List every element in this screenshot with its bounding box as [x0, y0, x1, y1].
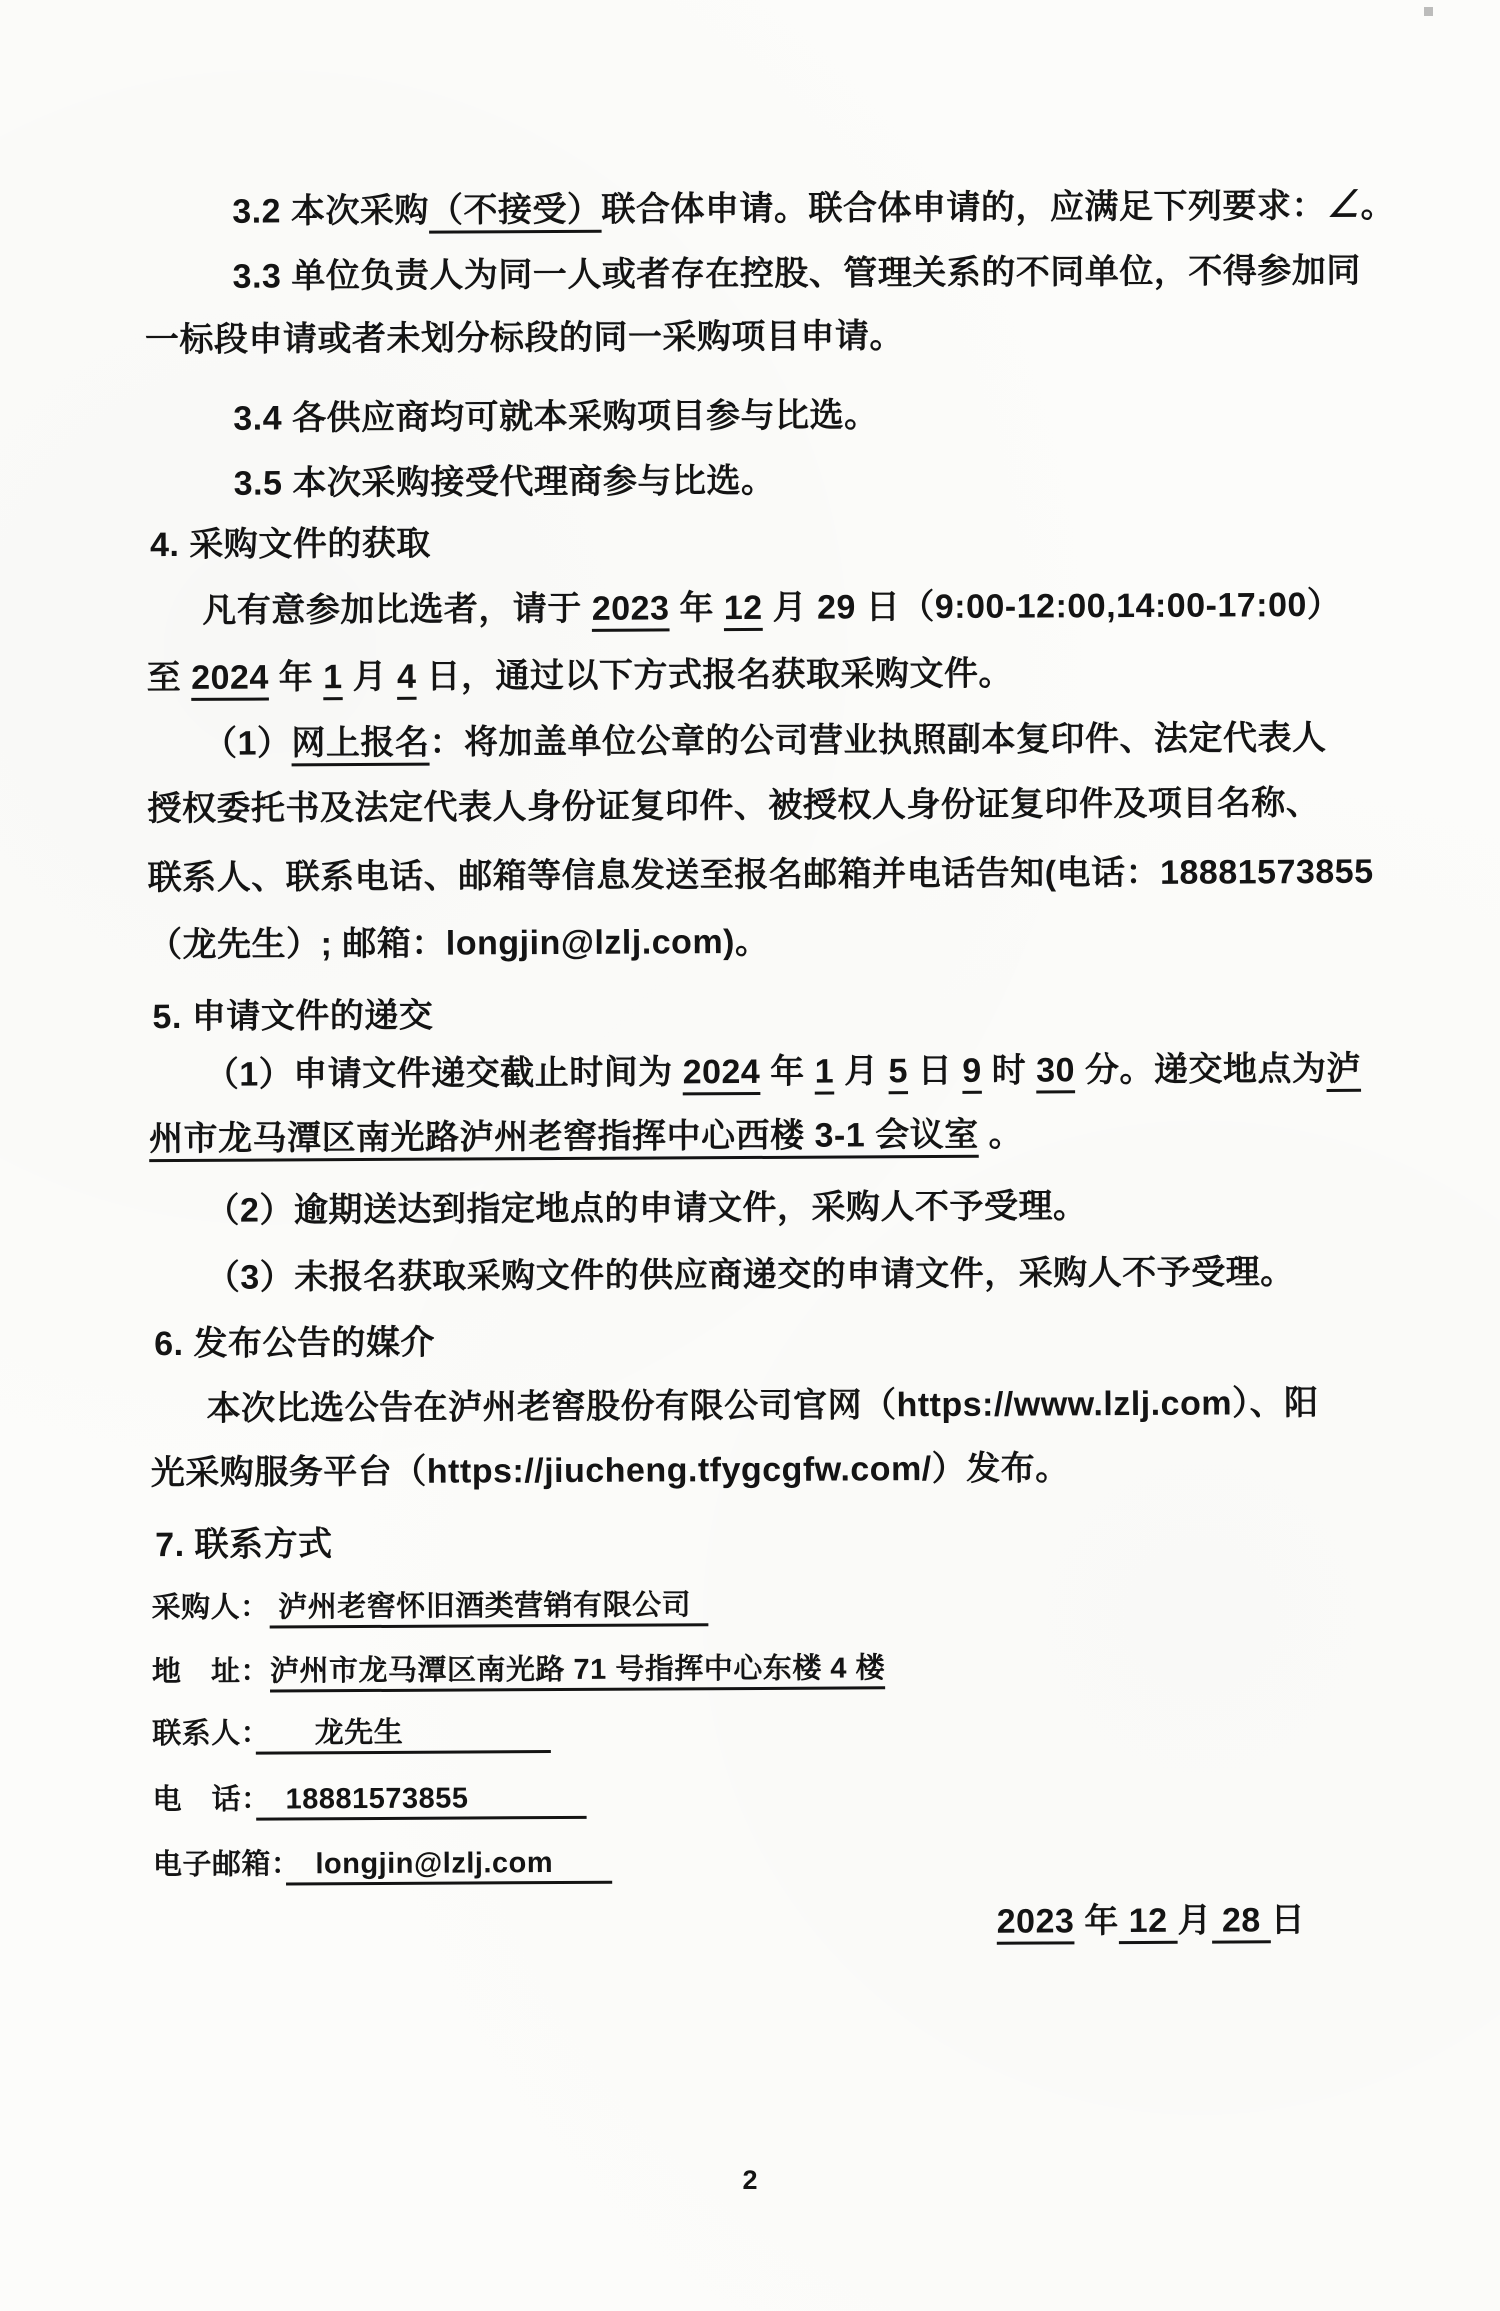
text-segment: 联系人：	[152, 1717, 256, 1751]
section-6-heading	[150, 1317, 1422, 1364]
text-segment: 7. 联系方式	[155, 1525, 333, 1565]
clause-3-2	[144, 183, 1416, 235]
text-segment: 龙先生	[255, 1716, 551, 1750]
section-4-item-1-line-4	[148, 918, 1420, 965]
text-segment: longjin@lzlj.com	[285, 1846, 613, 1881]
text-segment: 分。递交地点为	[1074, 1049, 1327, 1090]
text-segment: 地 址：	[151, 1655, 271, 1689]
text-segment: 至	[146, 658, 192, 698]
text-segment: 1	[323, 658, 343, 697]
section-5-item-2	[149, 1184, 1421, 1231]
text-segment: 。	[1360, 186, 1396, 225]
text-segment: 28	[1211, 1901, 1271, 1940]
text-segment: （龙先生）; 邮箱：longjin@lzlj.com)。	[148, 922, 770, 965]
section-5-item-1-line-2	[149, 1112, 1421, 1159]
text-segment: 光采购服务平台（https://jiucheng.tfygcgfw.com/）发布。	[150, 1449, 1070, 1493]
text-segment: 日，通过以下方式报名获取采购文件。	[416, 654, 1013, 696]
text-segment: 5. 申请文件的递交	[152, 996, 434, 1037]
contact-phone	[152, 1776, 1424, 1817]
text-segment: 3.4 各供应商均可就本采购项目参与比选。	[233, 396, 879, 438]
section-4-para-line-2	[147, 651, 1419, 698]
text-segment: 5	[888, 1052, 909, 1091]
text-segment: 月	[342, 657, 398, 697]
section-7-heading	[151, 1518, 1423, 1565]
text-segment: 3.3 单位负责人为同一人或者存在控股、管理关系的不同单位，不得参加同	[232, 251, 1361, 296]
text-segment: 电 话：	[152, 1783, 257, 1817]
clause-3-5	[146, 457, 1418, 504]
text-segment: 一标段申请或者未划分标段的同一采购项目申请。	[144, 317, 905, 360]
text-segment: 采购人：	[151, 1591, 270, 1625]
section-4-item-1-line-3	[148, 851, 1420, 898]
text-segment: 年	[268, 658, 324, 697]
text-segment: 1	[814, 1052, 835, 1091]
text-segment: 月	[834, 1052, 889, 1091]
text-segment: 2024	[682, 1052, 761, 1092]
text-segment: 2024	[191, 658, 269, 697]
text-segment: 日	[1270, 1901, 1306, 1940]
text-segment: 电子邮箱：	[152, 1848, 287, 1882]
contact-person	[152, 1710, 1424, 1751]
text-segment: 本次比选公告在泸州老窖股份有限公司官网（https://www.lzlj.com）、阳	[206, 1384, 1319, 1428]
section-4-heading	[146, 518, 1418, 565]
section-5-item-3	[150, 1251, 1422, 1298]
section-5-heading	[148, 990, 1420, 1037]
signature-date	[153, 1899, 1425, 1946]
text-segment: 2023	[996, 1902, 1075, 1941]
text-segment: 时	[981, 1051, 1037, 1090]
text-segment: 月 29 日（9:00-12:00,14:00-17:00）	[762, 585, 1342, 627]
text-segment: 州市龙马潭区南光路泸州老窖指挥中心西楼 3-1 会议室	[149, 1115, 979, 1159]
text-segment: 联合体申请。联合体申请的，应满足下列要求：	[601, 186, 1327, 229]
text-segment: 2023	[591, 589, 670, 628]
section-4-item-1-line-1	[147, 717, 1419, 764]
text-segment: （2）逾期送达到指定地点的申请文件，采购人不予受理。	[205, 1187, 1088, 1230]
text-segment: 6. 发布公告的媒介	[154, 1323, 436, 1364]
contact-buyer	[151, 1584, 1423, 1625]
text-segment: 网上报名	[291, 723, 430, 763]
text-segment: 18881573855	[256, 1781, 587, 1816]
section-6-para-line-2	[151, 1446, 1423, 1493]
text-segment: 泸州老窖怀旧酒类营销有限公司	[269, 1589, 709, 1624]
handwritten-mark: ∠	[1325, 183, 1361, 226]
text-segment: 泸	[1326, 1049, 1362, 1088]
text-segment: 授权委托书及法定代表人身份证复印件、被授权人身份证复印件及项目名称、	[147, 784, 1321, 829]
text-segment: 月	[1177, 1901, 1213, 1940]
text-segment: 凡有意参加比选者，请于	[202, 589, 592, 630]
section-4-item-1-line-2	[147, 782, 1419, 829]
text-segment: 9	[962, 1051, 982, 1090]
text-segment: （3）未报名获取采购文件的供应商递交的申请文件，采购人不予受理。	[205, 1253, 1295, 1297]
clause-3-4	[145, 392, 1417, 439]
text-segment: 30	[1036, 1051, 1076, 1090]
text-segment: 4. 采购文件的获取	[149, 524, 431, 565]
text-segment: （1）申请文件递交截止时间为	[204, 1053, 683, 1094]
text-segment: 日	[907, 1051, 963, 1091]
text-segment: 3.2 本次采购	[232, 191, 430, 231]
text-segment: （1）	[202, 724, 292, 763]
text-segment: 联系人、联系电话、邮箱等信息发送至报名邮箱并电话告知(电话：18881573855	[147, 852, 1374, 898]
clause-3-3-line-1	[144, 251, 1416, 298]
text-segment: 3.5 本次采购接受代理商参与比选。	[233, 461, 776, 503]
text-segment: 4	[396, 657, 417, 696]
section-4-para-line-1	[146, 584, 1418, 631]
text-segment: ：将加盖单位公章的公司营业执照副本复印件、法定代表人	[429, 718, 1327, 762]
text-segment: 泸州市龙马潭区南光路 71 号指挥中心东楼 4 楼	[269, 1652, 886, 1688]
text-segment: 12	[723, 588, 763, 628]
text-segment: （不接受）	[428, 190, 602, 230]
section-6-para-line-1	[150, 1382, 1422, 1429]
text-segment: 。	[978, 1115, 1024, 1154]
contact-address	[152, 1648, 1424, 1689]
text-segment: 年	[1074, 1902, 1119, 1941]
text-segment: 年	[760, 1052, 815, 1091]
contact-email	[153, 1841, 1425, 1882]
text-segment: 12	[1118, 1901, 1178, 1941]
page-number: 2	[742, 2165, 758, 2195]
text-segment: 年	[669, 589, 724, 628]
section-5-item-1-line-1	[149, 1048, 1421, 1095]
clause-3-3-line-2	[145, 314, 1417, 361]
